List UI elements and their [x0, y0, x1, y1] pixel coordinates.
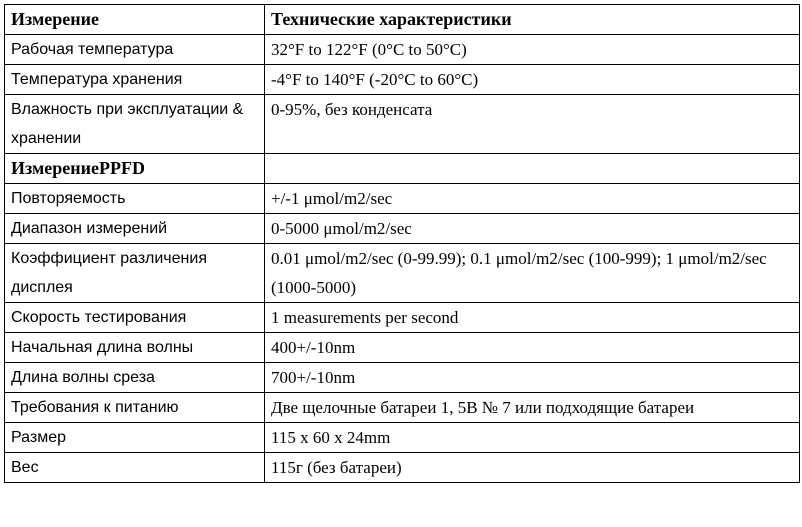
- row-label: Температура хранения: [5, 65, 265, 95]
- header-specs: Технические характеристики: [265, 5, 800, 35]
- row-label: Диапазон измерений: [5, 214, 265, 244]
- row-label: Повторяемость: [5, 184, 265, 214]
- section-title: ИзмерениеPPFD: [5, 154, 265, 184]
- table-row: [5, 214, 800, 244]
- section-header-row: [5, 154, 800, 184]
- table-row: [5, 35, 800, 65]
- table-row: [5, 393, 800, 423]
- row-value: 700+/-10nm: [265, 363, 800, 393]
- header-measurement: Измерение: [5, 5, 265, 35]
- row-value: +/-1 μmol/m2/sec: [265, 184, 800, 214]
- row-label: Длина волны среза: [5, 363, 265, 393]
- table-row: [5, 65, 800, 95]
- row-label: Размер: [5, 423, 265, 453]
- table-row: [5, 95, 800, 154]
- row-value: 32°F to 122°F (0°C to 50°C): [265, 35, 800, 65]
- row-label: Влажность при эксплуатации & хранении: [5, 95, 265, 154]
- row-value: 115г (без батареи): [265, 453, 800, 483]
- row-label: Требования к питанию: [5, 393, 265, 423]
- table-row: [5, 333, 800, 363]
- table-row: [5, 303, 800, 333]
- row-label: Вес: [5, 453, 265, 483]
- section-empty-cell: [265, 154, 800, 184]
- row-value: 1 measurements per second: [265, 303, 800, 333]
- table-row: [5, 363, 800, 393]
- row-label: Коэффициент различения дисплея: [5, 244, 265, 303]
- row-value: -4°F to 140°F (-20°C to 60°C): [265, 65, 800, 95]
- row-value: Две щелочные батареи 1, 5В № 7 или подходящие батареи: [265, 393, 800, 423]
- table-row: [5, 184, 800, 214]
- table-row: [5, 453, 800, 483]
- row-value: 0.01 μmol/m2/sec (0-99.99); 0.1 μmol/m2/sec (100-999); 1 μmol/m2/sec (1000-5000): [265, 244, 800, 303]
- row-label: Начальная длина волны: [5, 333, 265, 363]
- table-row: [5, 423, 800, 453]
- row-value: 0-5000 μmol/m2/sec: [265, 214, 800, 244]
- table-row: [5, 244, 800, 303]
- row-value: 0-95%, без конденсата: [265, 95, 800, 154]
- row-label: Рабочая температура: [5, 35, 265, 65]
- table-header-row: [5, 5, 800, 35]
- spec-table: [4, 4, 800, 483]
- row-value: 115 x 60 x 24mm: [265, 423, 800, 453]
- row-value: 400+/-10nm: [265, 333, 800, 363]
- row-label: Скорость тестирования: [5, 303, 265, 333]
